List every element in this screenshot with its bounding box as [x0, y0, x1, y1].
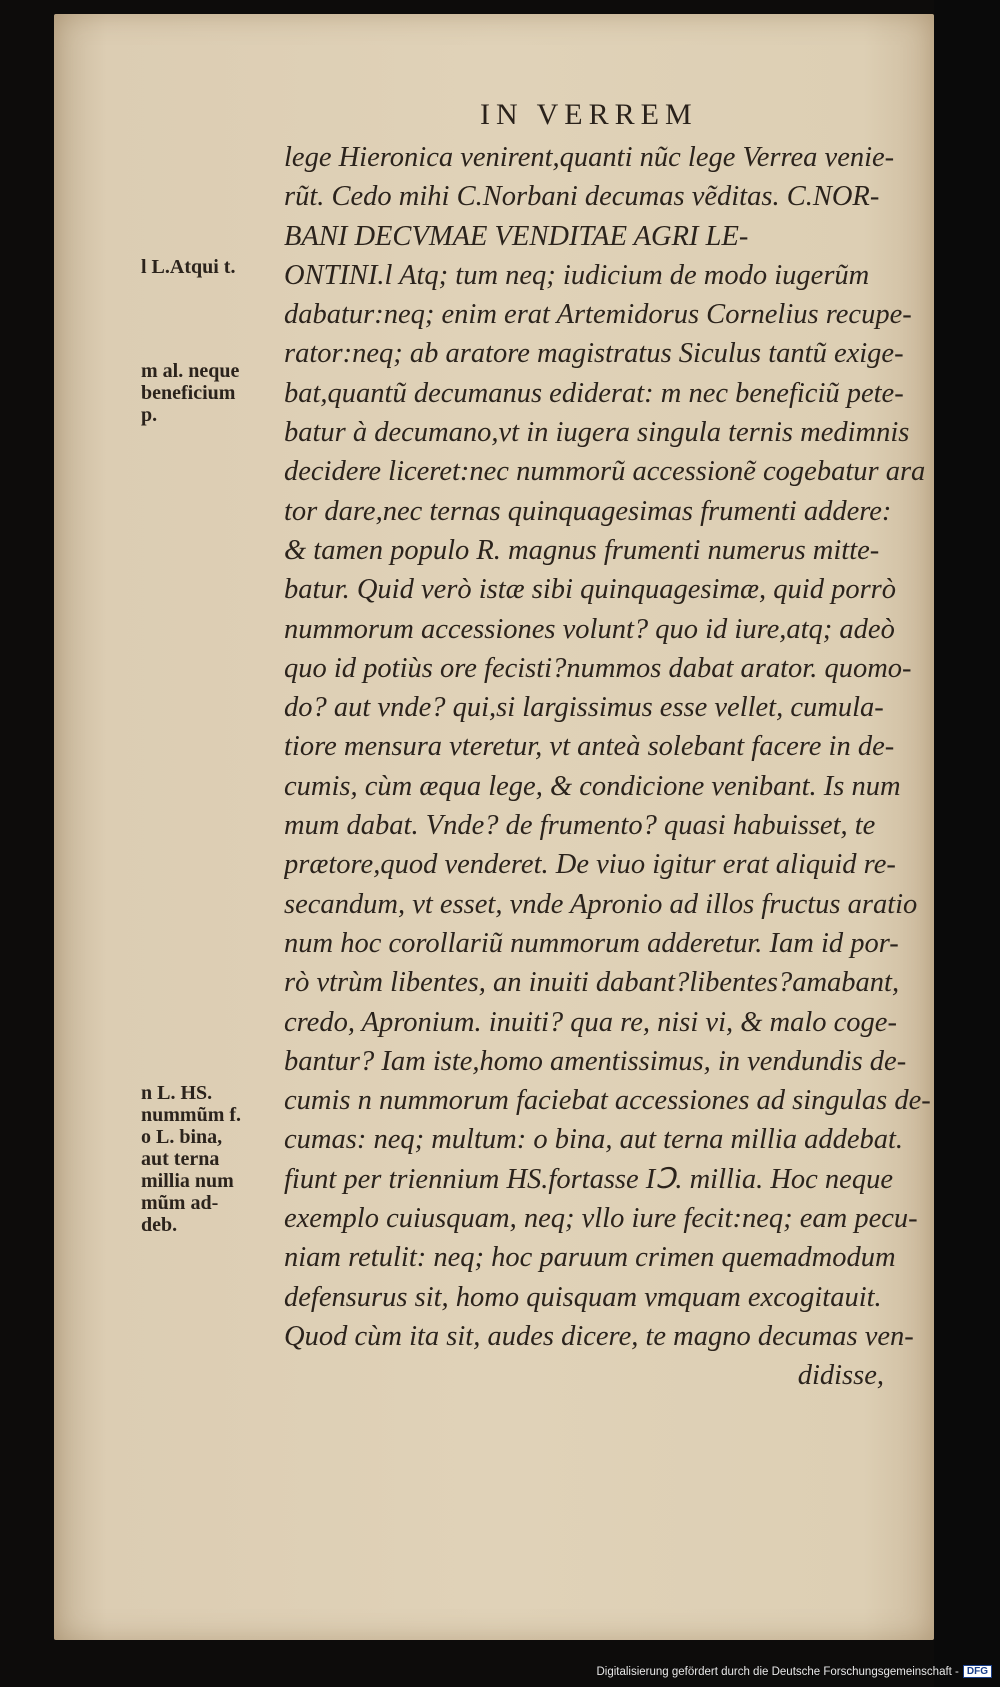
text-line: decidere liceret:nec nummorũ accessionẽ cogebatur ara: [284, 456, 926, 488]
text-line: cumas: neq; multum: o bina, aut terna millia addebat.: [284, 1124, 904, 1156]
text-line: defensurus sit, homo quisquam vmquam excogitauit.: [284, 1281, 882, 1313]
margin-note-line: aut terna: [141, 1148, 220, 1170]
text-line: & tamen populo R. magnus frumenti numerus mitte-: [284, 534, 880, 566]
text-line: batur. Quid verò istæ sibi quinquagesimæ, quid porrò: [284, 574, 896, 606]
margin-note-line: mũm ad-: [141, 1192, 219, 1214]
text-line: niam retulit: neq; hoc paruum crimen quemadmodum: [284, 1242, 896, 1274]
text-line: lege Hieronica venirent,quanti nũc lege Verrea venie-: [284, 142, 895, 173]
text-line: rò vtrùm libentes, an inuiti dabant?libentes?amabant,: [284, 967, 900, 999]
margin-note-line: p.: [141, 404, 158, 426]
margin-note-line: o L. bina,: [141, 1126, 223, 1148]
text-line: rũt. Cedo mihi C.Norbani decumas vẽditas. C.NOR-: [284, 181, 880, 213]
margin-note-line: millia num: [141, 1170, 234, 1192]
text-line: bat,quantũ decumanus ediderat: m nec beneficiũ pete-: [284, 377, 904, 409]
text-line: exemplo cuiusquam, neq; vllo iure fecit:neq; eam pecu-: [284, 1203, 918, 1235]
margin-note-line: beneficium: [141, 382, 236, 404]
main-text-block: [284, 138, 944, 1396]
text-line: prætore,quod venderet. De viuo igitur erat aliquid re-: [284, 849, 896, 881]
digitization-credit: [596, 1665, 992, 1678]
margin-note-line: nummũm f.: [141, 1104, 242, 1126]
text-line: tor dare,nec ternas quinquagesimas frumenti addere:: [284, 495, 892, 527]
text-line: quo id potiùs ore fecisti?nummos dabat arator. quomo-: [284, 652, 912, 684]
margin-note-line: l L.Atqui t.: [141, 256, 236, 278]
text-line: secandum, vt esset, vnde Apronio ad illos fructus aratio: [284, 888, 918, 920]
dfg-logo-icon: DFG: [963, 1665, 992, 1678]
text-line: cumis n nummorum faciebat accessiones ad singulas de-: [284, 1085, 931, 1117]
text-line: ONTINI.l Atq; tum neq; iudicium de modo iugerũm: [284, 259, 870, 291]
text-line: fiunt per triennium HS.fortasse IↃ. millia. Hoc neque: [284, 1163, 893, 1195]
text-line: bantur? Iam iste,homo amentissimus, in vendundis de-: [284, 1045, 907, 1077]
text-line: tiore mensura vteretur, vt anteà solebant facere in de-: [284, 731, 895, 763]
margin-note-l: [141, 256, 291, 278]
text-line: BANI DECVMAE VENDITAE AGRI LE-: [284, 220, 749, 252]
margin-note-line: m al. neque: [141, 360, 240, 382]
text-line: num hoc corollariũ nummorum adderetur. Iam id por-: [284, 927, 899, 959]
text-line: dabatur:neq; enim erat Artemidorus Cornelius recupe-: [284, 299, 912, 331]
running-head: IN VERREM: [480, 98, 698, 131]
text-line: nummorum accessiones volunt? quo id iure,atq; adeò: [284, 613, 895, 645]
text-line: rator:neq; ab aratore magistratus Siculus tantũ exige-: [284, 338, 904, 370]
catchword: didisse,: [797, 1360, 884, 1392]
margin-note-m: [141, 360, 291, 426]
credit-text: Digitalisierung gefördert durch die Deutsche Forschungsgemeinschaft -: [596, 1665, 959, 1678]
text-line: mum dabat. Vnde? de frumento? quasi habuisset, te: [284, 810, 876, 842]
text-line: credo, Apronium. inuiti? qua re, nisi vi, & malo coge-: [284, 1006, 897, 1038]
text-line: Quod cùm ita sit, audes dicere, te magno decumas ven-: [284, 1320, 914, 1352]
margin-note-line: deb.: [141, 1214, 178, 1236]
text-line: cumis, cùm æqua lege, & condicione venibant. Is num: [284, 770, 901, 802]
margin-note-n-o: [141, 1082, 291, 1236]
text-line: batur à decumano,vt in iugera singula ternis medimnis: [284, 417, 910, 449]
text-line: do? aut vnde? qui,si largissimus esse vellet, cumula-: [284, 692, 884, 724]
margin-note-line: n L. HS.: [141, 1082, 213, 1104]
